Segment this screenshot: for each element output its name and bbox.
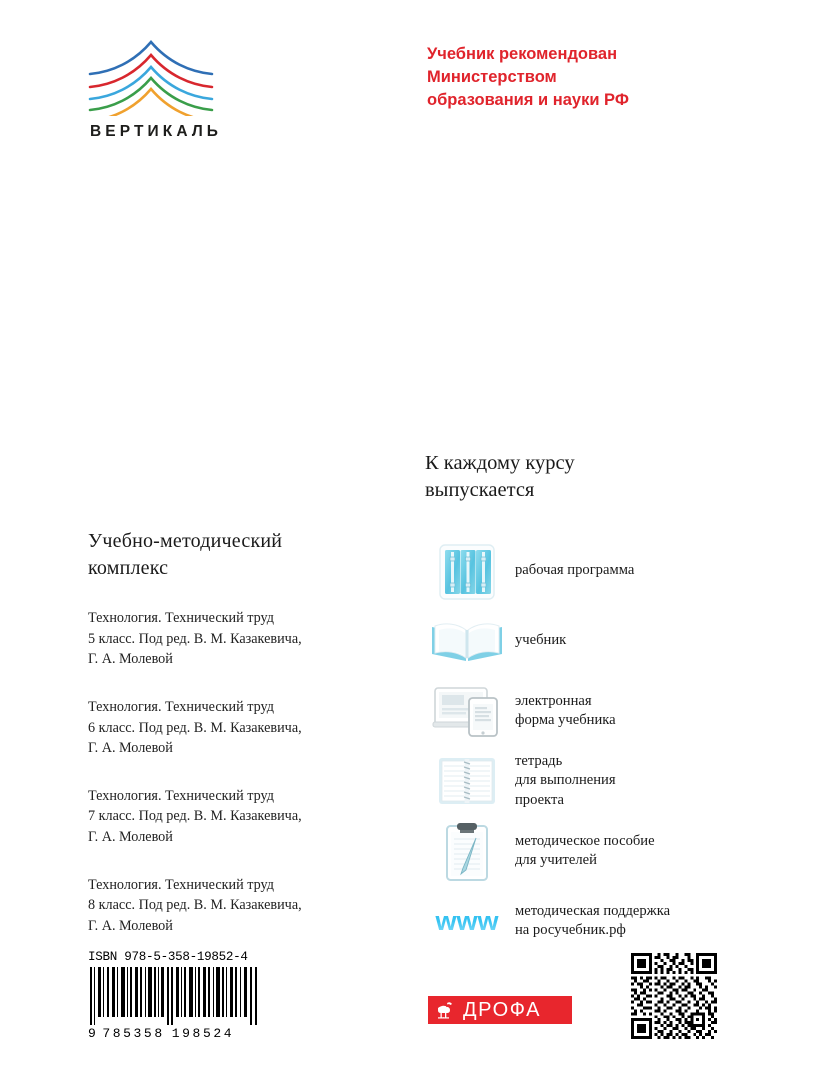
- isbn-label: ISBN 978-5-358-19852-4: [88, 950, 248, 964]
- barcode-icon: [88, 967, 260, 1025]
- umk-title-line-2: комплекс: [88, 556, 169, 579]
- svg-text:www: www: [435, 906, 499, 937]
- umk-item-line-3: Г. А. Молевой: [88, 917, 173, 934]
- course-item-label: [509, 692, 616, 731]
- course-materials-title: [425, 450, 755, 504]
- course-label-line-1: тетрадь: [515, 752, 563, 769]
- umk-item-line-1: Технология. Технический труд: [88, 698, 274, 715]
- course-label-line-2: на росучебник.рф: [515, 922, 626, 939]
- list-item: [425, 750, 755, 812]
- barcode-group-2: 198524: [171, 1026, 235, 1041]
- drofa-publisher-logo: [428, 996, 572, 1024]
- course-label-line-1: рабочая программа: [515, 562, 635, 579]
- course-label-line-2: для выполнения: [515, 772, 616, 789]
- barcode-group-1: 785358: [102, 1026, 165, 1041]
- ministry-note-line-2: Министерством: [427, 67, 557, 86]
- umk-item-line-1: Технология. Технический труд: [88, 876, 274, 893]
- umk-item-line-3: Г. А. Молевой: [88, 828, 173, 845]
- course-title-line-1: К каждому курсу: [425, 452, 575, 474]
- course-label-line-3: проекта: [515, 791, 564, 808]
- clipboard-pen-icon: [425, 820, 509, 882]
- vertikal-arcs-icon: [86, 38, 216, 116]
- qr-code: [631, 953, 717, 1039]
- course-item-label: [509, 561, 634, 580]
- barcode-digits: [88, 1026, 263, 1041]
- umk-item-line-2: 8 класс. Под ред. В. М. Казакевича,: [88, 897, 302, 914]
- course-materials-block: [425, 450, 755, 960]
- drofa-wordmark: ДРОФА: [463, 999, 542, 1021]
- vertikal-wordmark: ВЕРТИКАЛЬ: [90, 123, 223, 140]
- course-item-label: [509, 752, 616, 810]
- www-icon: [425, 890, 509, 952]
- course-materials-list: [425, 540, 755, 952]
- course-label-line-1: электронная: [515, 692, 592, 709]
- list-item: [88, 608, 378, 670]
- course-item-label: [509, 631, 566, 650]
- umk-item-line-3: Г. А. Молевой: [88, 740, 173, 757]
- umk-title: [88, 528, 378, 581]
- umk-item-line-2: 6 класс. Под ред. В. М. Казакевича,: [88, 719, 302, 736]
- ministry-recommendation-note: [427, 43, 727, 111]
- umk-item-line-2: 7 класс. Под ред. В. М. Казакевича,: [88, 808, 302, 825]
- umk-title-line-1: Учебно-методический: [88, 530, 283, 552]
- course-label-line-1: учебник: [515, 632, 567, 649]
- umk-block: [88, 528, 378, 936]
- list-item: [88, 875, 378, 937]
- umk-item-line-1: Технология. Технический труд: [88, 610, 274, 627]
- course-label-line-1: методическая поддержка: [515, 902, 671, 919]
- list-item: [425, 890, 755, 952]
- umk-list: [88, 608, 378, 936]
- binders-icon: [425, 540, 509, 602]
- bustard-bird-icon: [435, 999, 459, 1021]
- course-label-line-2: для учителей: [515, 852, 597, 869]
- umk-item-line-2: 5 класс. Под ред. В. М. Казакевича,: [88, 630, 302, 647]
- course-label-line-2: форма учебника: [515, 712, 616, 729]
- list-item: [425, 540, 755, 602]
- list-item: [88, 697, 378, 759]
- list-item: [425, 610, 755, 672]
- course-title-line-2: выпускается: [425, 479, 535, 502]
- course-item-label: [509, 902, 670, 941]
- isbn-block: [88, 950, 263, 1041]
- list-item: [425, 680, 755, 742]
- vertikal-logo: [86, 38, 223, 141]
- ministry-note-line-3: образования и науки РФ: [427, 90, 629, 109]
- course-item-label: [509, 832, 655, 871]
- spiral-notebook-icon: [425, 750, 509, 812]
- laptop-tablet-icon: [425, 680, 509, 742]
- list-item: [88, 786, 378, 848]
- barcode-lead-digit: 9: [88, 1026, 98, 1041]
- list-item: [425, 820, 755, 882]
- umk-item-line-1: Технология. Технический труд: [88, 787, 274, 804]
- umk-item-line-3: Г. А. Молевой: [88, 651, 173, 668]
- open-book-icon: [425, 610, 509, 672]
- ministry-note-line-1: Учебник рекомендован: [427, 45, 618, 63]
- course-label-line-1: методическое пособие: [515, 832, 655, 849]
